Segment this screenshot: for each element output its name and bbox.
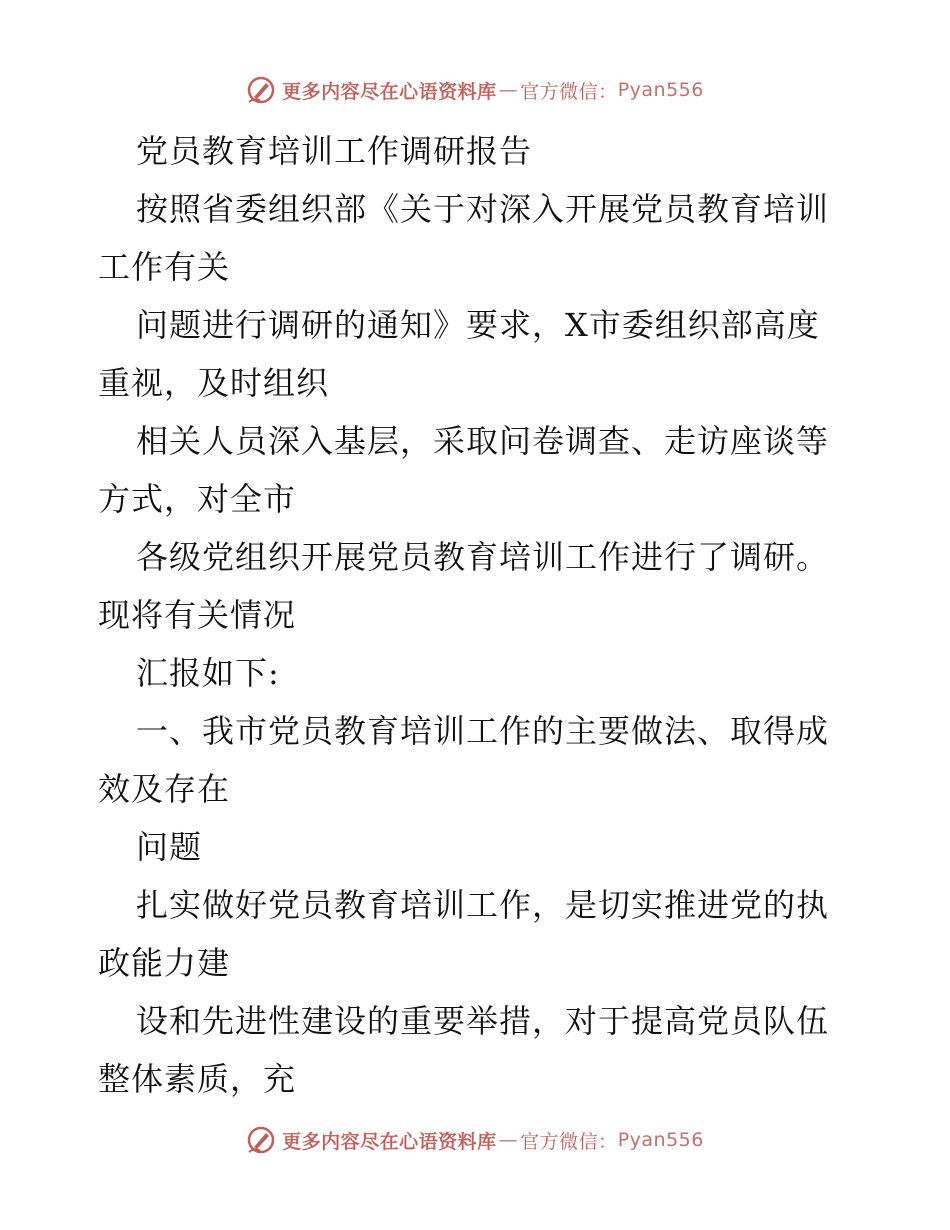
text-line: 政能力建	[98, 944, 231, 982]
text-line: 重视，及时组织	[98, 364, 330, 402]
header-watermark	[0, 70, 950, 110]
text-line: 相关人员深入基层，采取问卷调查、走访座谈等	[136, 422, 830, 460]
pen-logo-icon	[246, 1125, 276, 1155]
section-heading-cont: 问题	[136, 828, 203, 866]
text-line: 现将有关情况	[98, 596, 297, 634]
section-heading: 一、我市党员教育培训工作的主要做法、取得成	[136, 712, 830, 750]
text-line: 工作有关	[98, 248, 231, 286]
pen-logo-icon	[246, 75, 276, 105]
text-line: 设和先进性建设的重要举措，对于提高党员队伍	[136, 1002, 830, 1040]
text-line: 汇报如下:	[136, 654, 280, 692]
watermark-dash: —	[498, 1129, 519, 1151]
watermark-wechat-id: Pyan556	[617, 1129, 704, 1151]
text-line: 问题进行调研的通知》要求，X市委组织部高度	[136, 306, 820, 344]
watermark-wechat-id: Pyan556	[617, 79, 704, 101]
document-title: 党员教育培训工作调研报告	[136, 132, 533, 170]
text-line: 方式，对全市	[98, 480, 297, 518]
watermark-wechat-label: 官方微信：	[520, 80, 618, 103]
footer-watermark	[0, 1120, 950, 1160]
watermark-wechat-label: 官方微信：	[520, 1130, 618, 1153]
watermark-main-text: 更多内容尽在心语资料库	[282, 80, 497, 103]
document-body	[98, 122, 858, 1108]
text-line: 整体素质，充	[98, 1060, 297, 1098]
text-line: 按照省委组织部《关于对深入开展党员教育培训	[136, 190, 830, 228]
watermark-dash: —	[498, 79, 519, 101]
watermark-main-text: 更多内容尽在心语资料库	[282, 1130, 497, 1153]
text-line: 扎实做好党员教育培训工作，是切实推进党的执	[136, 886, 830, 924]
text-line: 各级党组织开展党员教育培训工作进行了调研。	[136, 538, 830, 576]
section-heading-cont: 效及存在	[98, 770, 231, 808]
